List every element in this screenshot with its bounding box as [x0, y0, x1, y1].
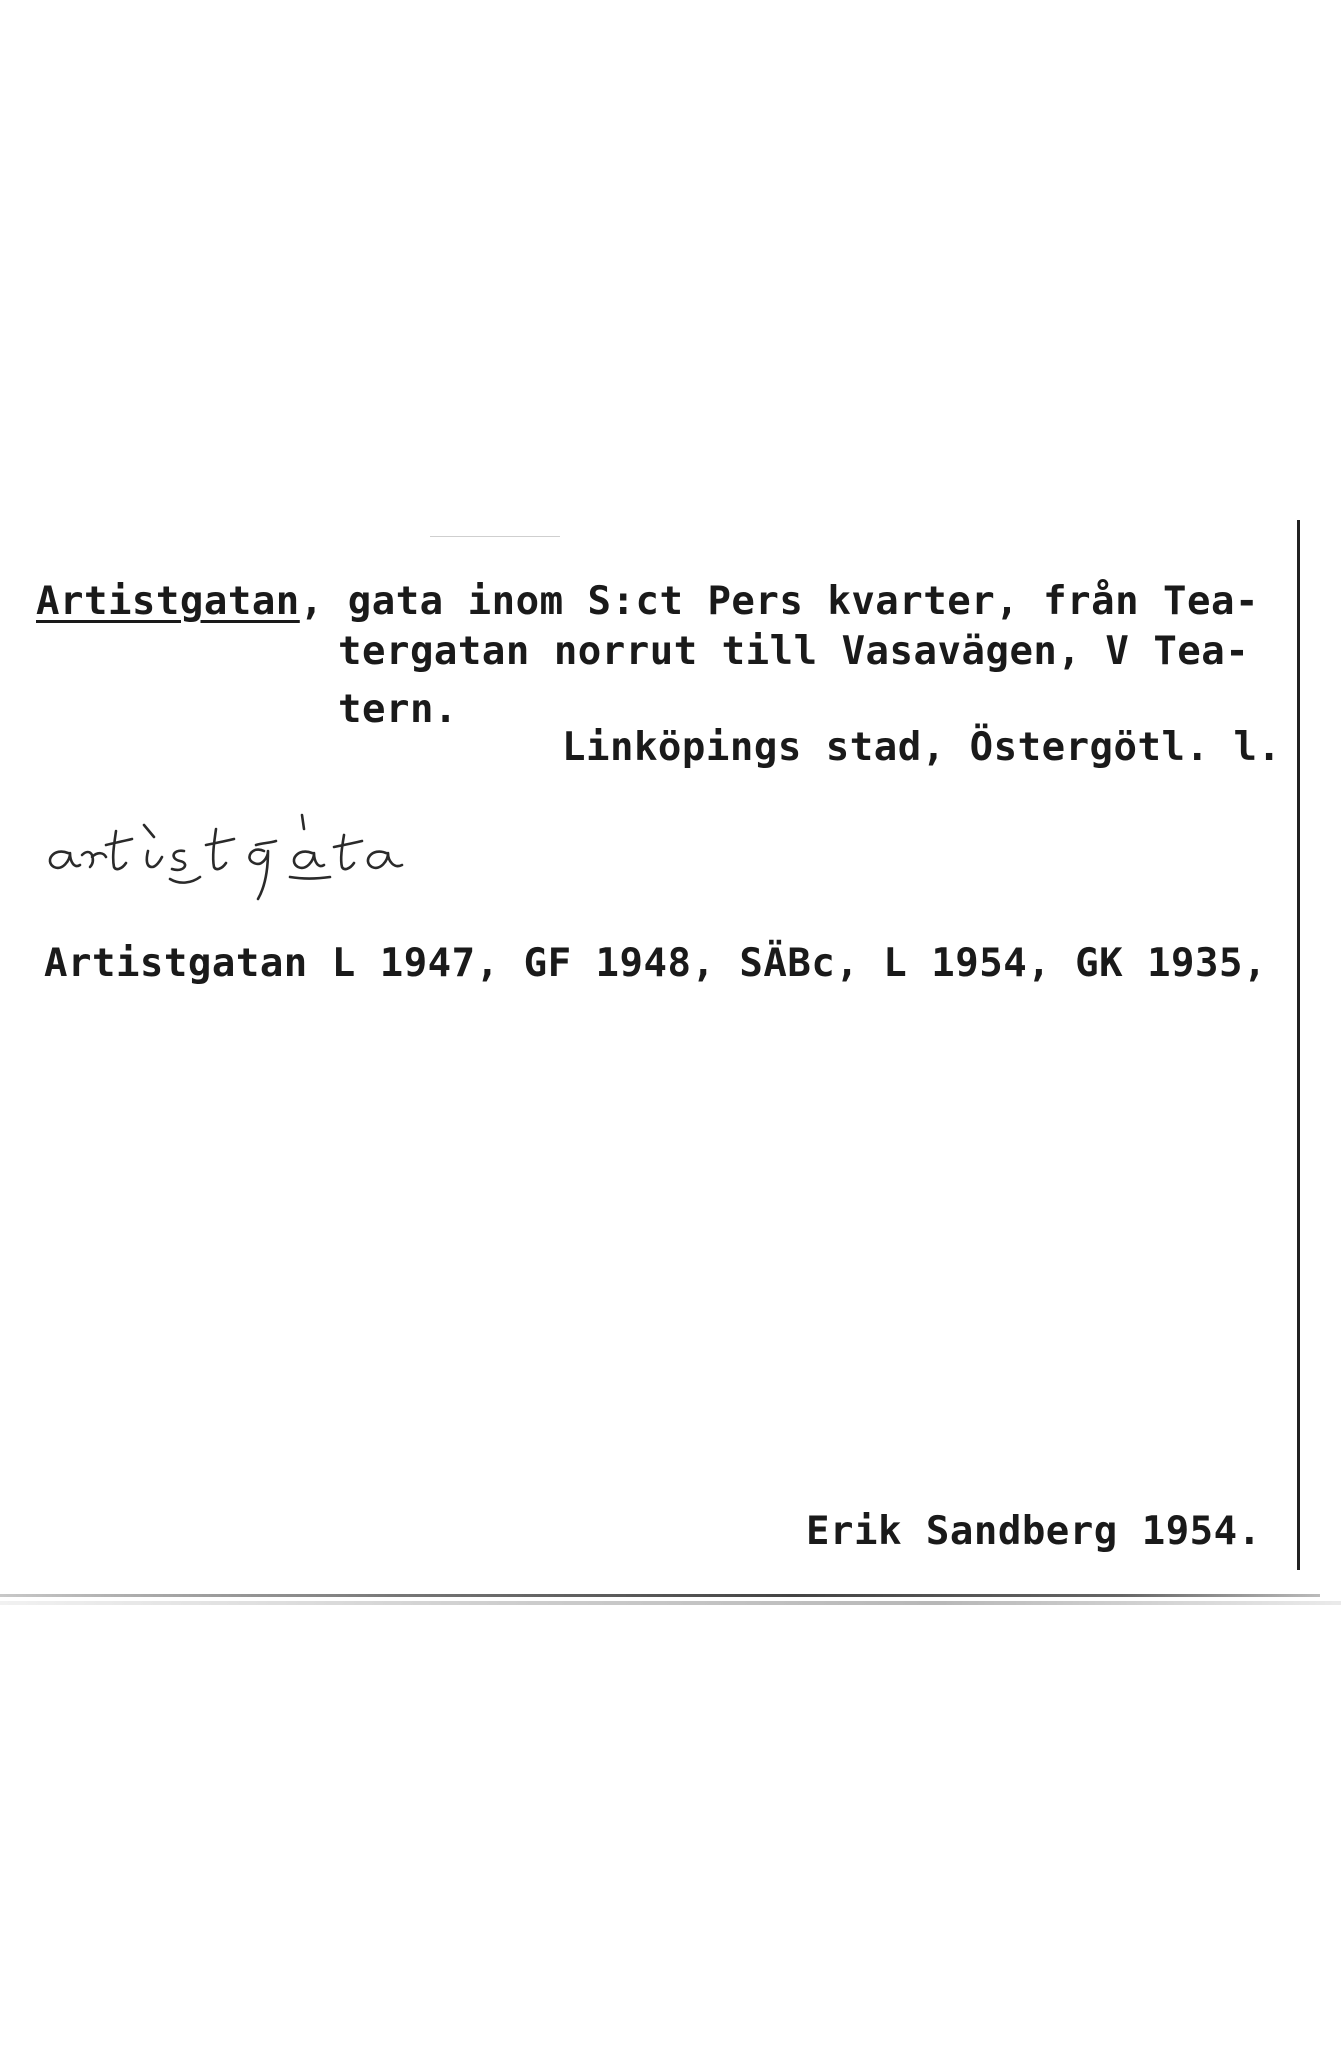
headword: Artistgatan [36, 579, 300, 624]
card-bottom-shadow [0, 1601, 1341, 1605]
faint-scan-line [430, 536, 560, 537]
card-right-edge [1297, 520, 1300, 1570]
sources-line: Artistgatan L 1947, GF 1948, SÄBc, L 1954, GK 1935, [44, 941, 1267, 986]
handwritten-pronunciation [40, 795, 480, 905]
location-line: Linköpings stad, Östergötl. l. [562, 725, 1282, 770]
definition-line-1: , gata inom S:ct Pers kvarter, från Tea- [299, 579, 1259, 624]
signature-line: Erik Sandberg 1954. [806, 1509, 1262, 1554]
definition-line-2: tergatan norrut till Vasavägen, V Tea- [338, 629, 1250, 674]
card-bottom-edge [0, 1594, 1320, 1597]
definition-line-3: tern. [338, 687, 458, 732]
entry-line-1 [36, 579, 1259, 624]
